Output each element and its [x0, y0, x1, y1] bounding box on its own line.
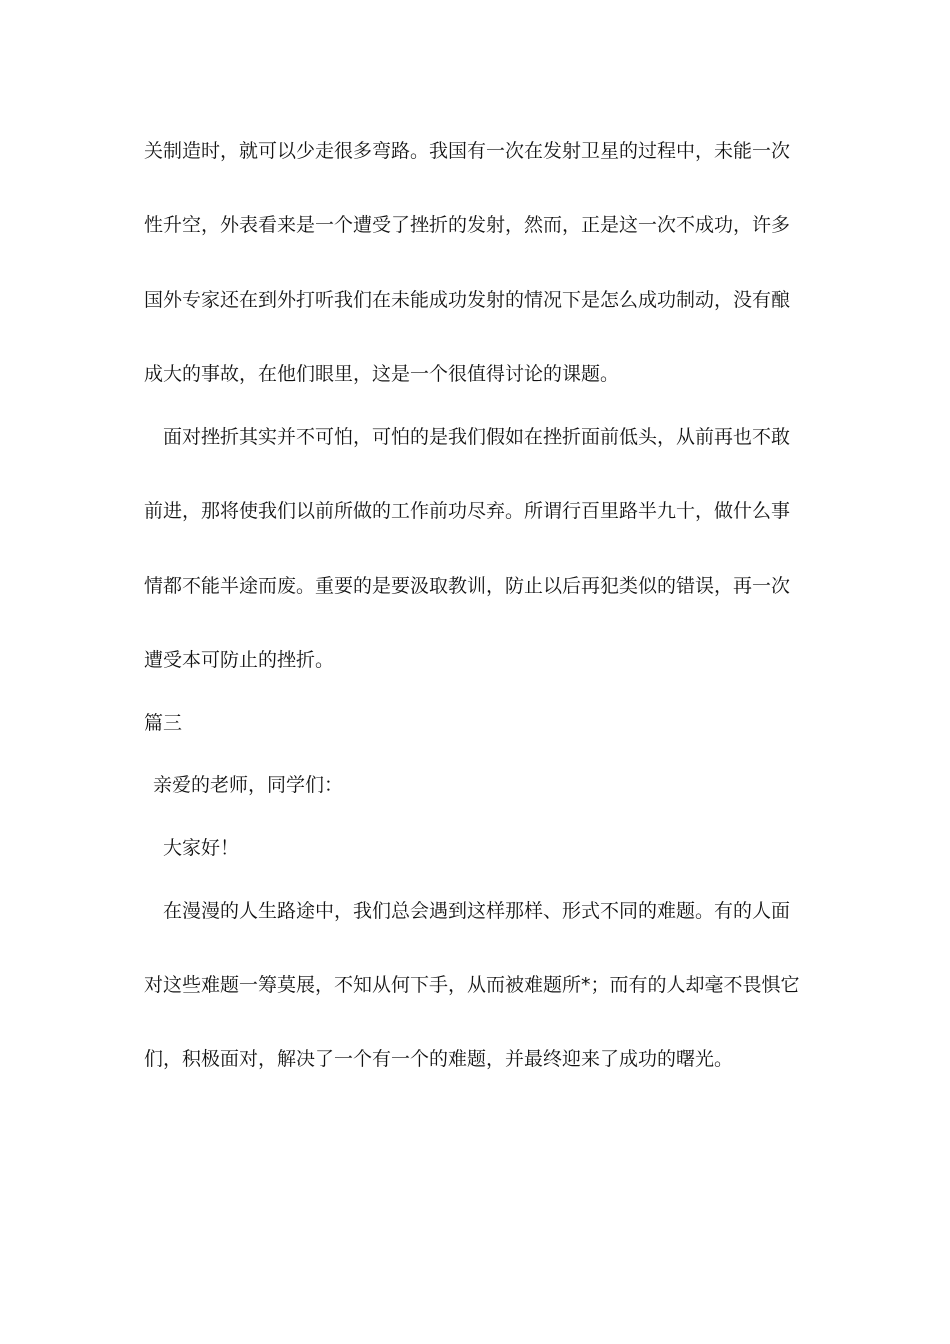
paragraph-line: 在漫漫的人生路途中，我们总会遇到这样那样、形式不同的难题。有的人面 — [163, 900, 791, 922]
paragraph-line: 对这些难题一筹莫展，不知从何下手，从而被难题所*；而有的人却毫不畏惧它 — [144, 974, 800, 996]
paragraph-line: 性升空，外表看来是一个遭受了挫折的发射，然而，正是这一次不成功，许多 — [144, 214, 791, 236]
paragraph-line: 情都不能半途而废。重要的是要汲取教训，防止以后再犯类似的错误，再一次 — [144, 575, 791, 597]
paragraph-line: 关制造时，就可以少走很多弯路。我国有一次在发射卫星的过程中，未能一次 — [144, 140, 791, 162]
paragraph-line: 成大的事故，在他们眼里，这是一个很值得讨论的课题。 — [144, 363, 620, 385]
paragraph-line: 国外专家还在到外打听我们在未能成功发射的情况下是怎么成功制动，没有酿 — [144, 289, 791, 311]
salutation: 亲爱的老师，同学们： — [153, 774, 344, 796]
paragraph-line: 们，积极面对，解决了一个有一个的难题，并最终迎来了成功的曙光。 — [144, 1048, 734, 1070]
section-heading: 篇三 — [144, 712, 183, 734]
greeting: 大家好！ — [163, 837, 240, 859]
paragraph-line: 面对挫折其实并不可怕，可怕的是我们假如在挫折面前低头，从前再也不敢 — [163, 426, 791, 448]
paragraph-line: 前进，那将使我们以前所做的工作前功尽弃。所谓行百里路半九十，做什么事 — [144, 500, 791, 522]
paragraph-line: 遭受本可防止的挫折。 — [144, 649, 335, 671]
